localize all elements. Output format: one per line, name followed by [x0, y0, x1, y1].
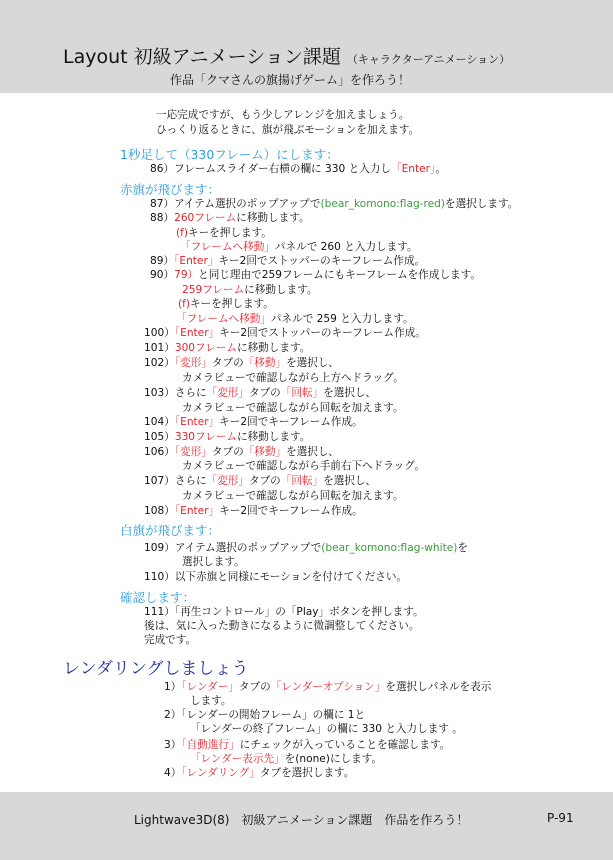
section-heading-white-flag: 白旗が飛びます：: [120, 523, 221, 538]
step-90-move: 259フレームに移動します。: [182, 284, 318, 296]
page-number: P-91: [547, 811, 574, 825]
step-103-rotate: カメラビューで確認しながら回転を加えます。: [182, 402, 404, 414]
step-107: 107）さらに「変形」タブの「回転」を選択し、: [144, 475, 377, 487]
footer-title: Lightwave3D(8) 初級アニメーション課題 作品を作ろう！: [134, 813, 469, 827]
step-90-panel: 「フレームへ移動」パネルで 259 と入力します。: [176, 313, 414, 325]
render-step-3: 3）「自動進行」にチェックが入っていることを確認します。: [164, 739, 451, 751]
title-suffix: （キャラクターアニメーション）: [346, 53, 511, 66]
step-111: 111）「再生コントロール」の「Play」ボタンを押します。: [144, 606, 424, 618]
step-90-key: (f)キーを押します。: [178, 298, 274, 310]
step-86: 86）フレームスライダー右横の欄に 330 と入力し「Enter」。: [150, 163, 446, 175]
step-109-select: 選択します。: [182, 556, 245, 568]
step-111-adjust: 後は、気に入った動きになるように微調整してください。: [144, 620, 420, 632]
step-100: 100）「Enter」キー2回でストッパーのキーフレーム作成。: [144, 327, 426, 339]
step-105: 105）330フレームに移動します。: [144, 431, 311, 443]
step-110: 110）以下赤旗と同様にモーションを付けてください。: [144, 571, 408, 583]
step-111-done: 完成です。: [144, 634, 197, 646]
step-106-drag: カメラビューで確認しながら手前右下へドラッグ。: [182, 460, 426, 472]
page-title: Layout 初級アニメーション課題 （キャラクターアニメーション）: [63, 46, 511, 68]
step-107-rotate: カメラビューで確認しながら回転を加えます。: [182, 490, 404, 502]
render-heading: レンダリングしましょう: [63, 659, 249, 679]
render-step-2: 2）「レンダーの開始フレーム」の欄に 1と: [164, 709, 366, 721]
render-step-1: 1）「レンダー」タブの「レンダーオプション」を選択しパネルを表示: [164, 681, 492, 693]
step-88-key: (f)キーを押します。: [176, 227, 272, 239]
section-heading-confirm: 確認します：: [120, 590, 196, 605]
render-step-2-cont: 「レンダーの終了フレーム」の欄に 330 と入力します 。: [190, 723, 463, 735]
step-102-drag: カメラビューで確認しながら上方へドラッグ。: [182, 372, 404, 384]
step-87: 87）アイテム選択のポップアップで(bear_komono:flag-red)を選択します。: [150, 198, 519, 210]
section-heading-frames: 1秒足して（330フレーム）にします：: [120, 147, 339, 162]
render-step-4: 4）「レンダリング」タブを選択します。: [164, 767, 355, 779]
step-104: 104）「Enter」キー2回でキーフレーム作成。: [144, 416, 363, 428]
intro-line-1: 一応完成ですが、もう少しアレンジを加えましょう。: [156, 109, 410, 121]
step-102: 102）「変形」タブの「移動」を選択し、: [144, 357, 340, 369]
step-89: 89）「Enter」キー2回でストッパーのキーフレーム作成。: [150, 255, 426, 267]
page-subtitle: 作品「クマさんの旗揚げゲーム」を作ろう！: [170, 73, 411, 87]
step-106: 106）「変形」タブの「移動」を選択し、: [144, 446, 340, 458]
render-step-1-cont: します。: [190, 695, 232, 707]
render-step-3-cont: 「レンダー表示先」を(none)にします。: [190, 753, 383, 765]
step-90: 90）79）と同じ理由で259フレームにもキーフレームを作成します。: [150, 269, 481, 281]
step-88: 88）260フレームに移動します。: [150, 212, 310, 224]
step-103: 103）さらに「変形」タブの「回転」を選択し、: [144, 387, 377, 399]
section-heading-red-flag: 赤旗が飛びます：: [120, 182, 221, 197]
step-88-panel: 「フレームへ移動」パネルで 260 と入力します。: [180, 241, 418, 253]
step-101: 101）300フレームに移動します。: [144, 342, 311, 354]
step-108: 108）「Enter」キー2回でキーフレーム作成。: [144, 505, 363, 517]
step-109: 109）アイテム選択のポップアップで(bear_komono:flag-white)を: [144, 542, 468, 554]
intro-line-2: ひっくり返るときに、旗が飛ぶモーションを加えます。: [156, 124, 420, 136]
